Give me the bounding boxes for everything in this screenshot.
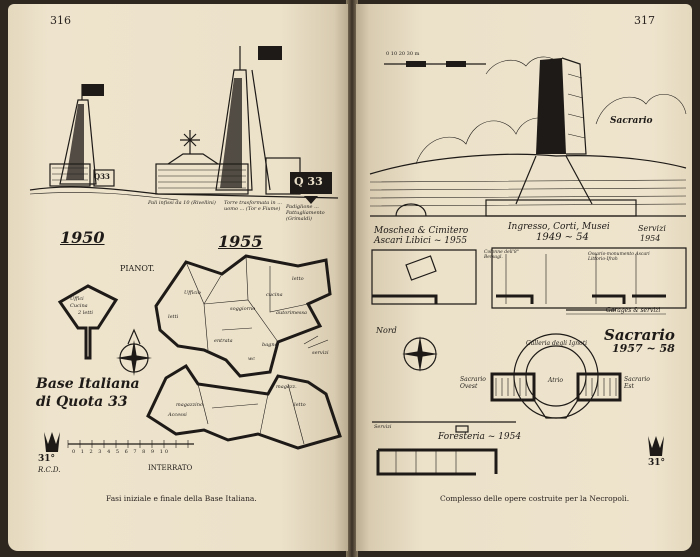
basement-label: INTERRATO [148, 464, 193, 472]
room-label-bagno: bagno [262, 342, 278, 348]
label-galleria: Galleria degli Ignoti [526, 340, 588, 347]
label-foresteria: Foresteria ~ 1954 [438, 432, 522, 442]
room-label-letto: letto [292, 276, 304, 282]
foresteria-plan [372, 422, 516, 474]
room-label-autorimessa: autorimessa [276, 310, 308, 316]
label-servizi: Servizi [638, 224, 666, 233]
caption-right: Complesso delle opere costruite per la Necropoli. [440, 494, 630, 503]
title-base-italiana: Base Italiana [36, 376, 140, 392]
room-label-magazz: magazz. [276, 384, 297, 390]
sacrario-tower-illustration [536, 58, 586, 154]
scale-bar-right [384, 61, 486, 67]
room-label-2-letti: 2 letti [78, 310, 93, 316]
room-label-entrata: entrata [214, 338, 233, 344]
room-label-magazzino: magazzino [176, 402, 204, 408]
small-floor-plan [60, 286, 116, 358]
page-number-left: 316 [50, 14, 71, 27]
right-page-drawings [356, 4, 692, 551]
label-atrio: Atrio [548, 377, 564, 384]
scale-numbers-right: 0 10 20 30 m [386, 51, 420, 57]
label-ingresso-years: 1949 ~ 54 [536, 232, 589, 243]
label-servizi-small: Servizi [374, 424, 392, 430]
floor-label: PIANOT. [120, 264, 155, 273]
compass-rose-left [116, 330, 152, 376]
label-ingresso: Ingresso, Corti, Musei [508, 222, 610, 232]
badge-number-right: 31° [648, 458, 666, 468]
label-moschea: Moschea & Cimitero [374, 226, 469, 236]
badge-number-left: 31° [38, 454, 56, 464]
scale-numbers-left: 0 1 2 3 4 5 6 7 8 9 10 [72, 449, 171, 455]
room-label-wc: wc [248, 356, 256, 362]
year-1955: 1955 [218, 232, 263, 251]
caption-left: Fasi iniziale e finale della Base Italiana. [106, 494, 257, 503]
label-sacrario-big: Sacrario [604, 326, 675, 344]
label-garage: Garages & servizi [606, 307, 661, 314]
label-sacrario-est: Sacrario Est [624, 376, 650, 390]
tower-note: Torre trasformata in ... uomo ... (Tor e Fiume) [224, 200, 282, 212]
left-page [8, 4, 348, 551]
room-label-letto-2: letto [294, 402, 306, 408]
room-label-uffici: Uffici [70, 296, 84, 302]
label-nord: Nord [376, 326, 397, 335]
room-label-letti: letti [168, 314, 179, 320]
year-1950: 1950 [60, 228, 105, 247]
room-label-cucina-2: cucina [266, 292, 283, 298]
emblem-left [44, 432, 60, 452]
room-label-ufficio: Ufficio [184, 290, 201, 296]
title-di-quota-33: di Quota 33 [36, 394, 128, 410]
room-label-soggiorno: soggiorno [230, 306, 256, 312]
room-label-cucina: Cucina [70, 303, 88, 309]
room-label-accessi: Accessi [168, 412, 187, 418]
label-sacrario-ovest: Sacrario Ovest [460, 376, 486, 390]
sign-q33-large: Q 33 [294, 175, 323, 188]
tower-1950-illustration [50, 84, 114, 186]
label-ascari: Ascari Libici ~ 1955 [374, 236, 468, 246]
label-sacrario-years: 1957 ~ 58 [612, 342, 675, 355]
sign-q33-small: Q33 [94, 172, 110, 181]
scale-bar-left [68, 440, 194, 448]
label-colonne: Colonne dell'8° Bersagl. [484, 250, 519, 260]
compass-rose-right [402, 336, 438, 372]
label-ossario: Ossario-monumento Ascari Littorio-Ifrah [588, 252, 650, 262]
label-servizi-year: 1954 [640, 234, 661, 243]
page-number-right: 317 [634, 14, 655, 27]
mast-note: Pali infissi da 10 (Rivellini) [148, 200, 216, 206]
right-page [356, 4, 692, 551]
signature-left: R.C.D. [38, 466, 61, 474]
sacrario-tower-label: Sacrario [610, 116, 653, 126]
pavilion-note: Padiglione ... Pattugliamento (Grimaldi) [286, 204, 325, 222]
room-label-servizi: servizi [312, 350, 329, 356]
